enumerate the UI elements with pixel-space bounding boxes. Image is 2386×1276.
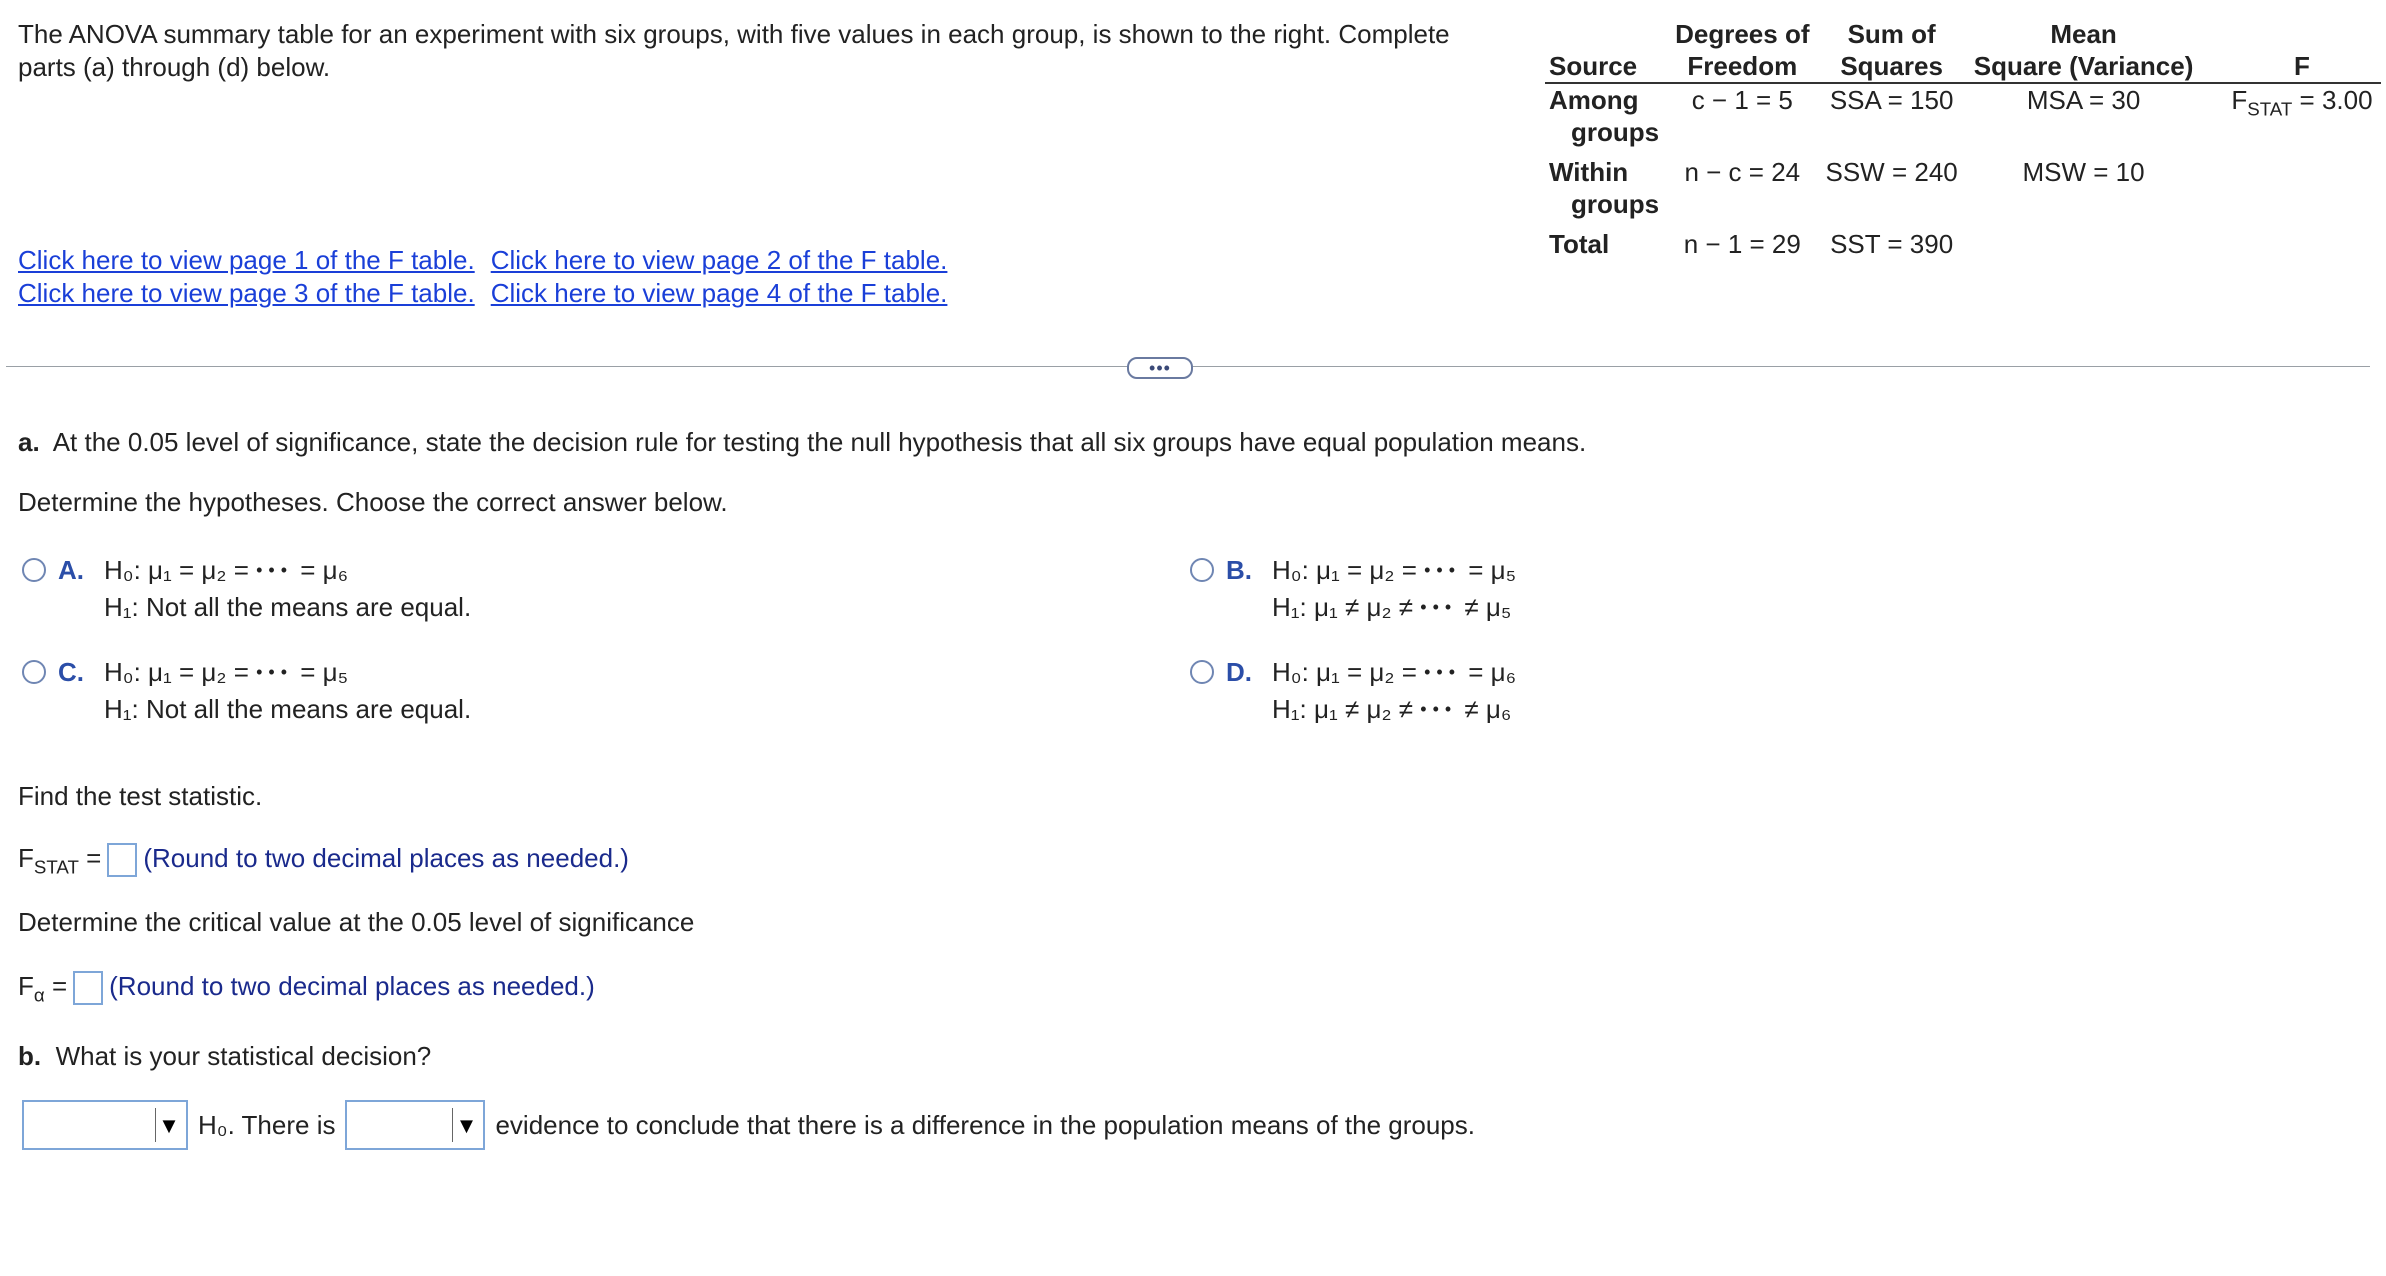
conclusion-text: evidence to conclude that there is a difference in the population means of the groups. — [495, 1109, 1475, 1140]
row-f: $F_{STAT} = 3.00$ — [2231, 85, 2373, 120]
row-ms: MSW = 10 — [2022, 157, 2145, 187]
option-a-h0: H₀: μ₁ = μ₂ = ••• = μ₆ — [104, 555, 349, 585]
option-c-h0: H₀: μ₁ = μ₂ = ••• = μ₅ — [104, 657, 349, 687]
table-row-among — [1545, 83, 2381, 148]
option-c-letter: C. — [58, 657, 84, 687]
option-b-radio[interactable] — [1190, 558, 1214, 582]
row-ss: SST = 390 — [1830, 229, 1954, 259]
option-d-h0: H₀: μ₁ = μ₂ = ••• = μ₆ — [1272, 657, 1517, 687]
option-c[interactable] — [22, 654, 471, 728]
f-table-page-2-link[interactable]: Click here to view page 2 of the F table. — [490, 245, 948, 275]
option-d[interactable] — [1190, 654, 1516, 728]
falpha-line — [18, 970, 595, 1005]
row-ss: SSW = 240 — [1825, 157, 1958, 187]
f-table-page-3-link[interactable]: Click here to view page 3 of the F table. — [18, 278, 475, 308]
fstat-line — [18, 842, 629, 877]
row-source: Among groups — [1549, 85, 1660, 147]
test-statistic-prompt: Find the test statistic. — [18, 781, 263, 811]
intro-text: The ANOVA summary table for an experiment with six groups, with five values in each group, is shown to the right. Complete parts (a) through (d) below. — [18, 19, 1450, 82]
option-d-radio[interactable] — [1190, 660, 1214, 684]
chevron-down-icon: ▼ — [155, 1108, 182, 1142]
option-d-letter: D. — [1226, 657, 1252, 687]
hypotheses-prompt: Determine the hypotheses. Choose the correct answer below. — [18, 487, 728, 517]
option-a-radio[interactable] — [22, 558, 46, 582]
f-table-page-4-link[interactable]: Click here to view page 4 of the F table. — [490, 278, 948, 308]
f-table-page-1-link[interactable]: Click here to view page 1 of the F table. — [18, 245, 475, 275]
header-ms: Mean Square (Variance) — [1973, 19, 2194, 81]
falpha-round-hint: (Round to two decimal places as needed.) — [109, 971, 595, 1001]
header-source: Source — [1549, 51, 1638, 81]
row-df: n − c = 24 — [1684, 157, 1801, 187]
f-table-links — [18, 244, 947, 310]
table-row-within — [1545, 148, 2381, 220]
option-c-radio[interactable] — [22, 660, 46, 684]
fstat-input[interactable] — [107, 843, 137, 877]
row-source: Total — [1549, 229, 1610, 259]
expand-more-button[interactable]: ••• — [1127, 357, 1193, 379]
falpha-input[interactable] — [73, 971, 103, 1005]
option-a[interactable] — [22, 552, 471, 626]
option-a-letter: A. — [58, 555, 84, 585]
part-b-question: b. What is your statistical decision? — [18, 1041, 432, 1071]
anova-summary-table — [1545, 18, 2381, 260]
fstat-label: $F_{STAT}$ = — [18, 843, 102, 878]
option-b-h0: H₀: μ₁ = μ₂ = ••• = μ₅ — [1272, 555, 1517, 585]
option-b-letter: B. — [1226, 555, 1252, 585]
row-ss: SSA = 150 — [1829, 85, 1954, 115]
option-b[interactable] — [1190, 552, 1516, 626]
header-df: Degrees of Freedom — [1675, 19, 1810, 81]
fstat-round-hint: (Round to two decimal places as needed.) — [143, 843, 629, 873]
row-source: Within groups — [1549, 157, 1660, 219]
decision-line — [22, 1100, 1475, 1150]
option-b-h1: H₁: μ₁ ≠ μ₂ ≠ ••• ≠ μ₅ — [1272, 592, 1512, 622]
table-row-total — [1545, 220, 2381, 260]
header-ss: Sum of Squares — [1840, 19, 1943, 81]
row-ms: MSA = 30 — [2026, 85, 2141, 115]
option-d-h1: H₁: μ₁ ≠ μ₂ ≠ ••• ≠ μ₆ — [1272, 694, 1512, 724]
evidence-dropdown[interactable] — [345, 1100, 485, 1150]
falpha-label: $F_\alpha$ = — [18, 971, 68, 1006]
h0-text: H₀. There is — [198, 1109, 336, 1140]
part-a-question: a. At the 0.05 level of significance, state the decision rule for testing the null hypothesis that all six groups have equal population means. — [18, 427, 1587, 457]
option-c-h1: H₁: Not all the means are equal. — [104, 694, 472, 724]
row-df: c − 1 = 5 — [1691, 85, 1793, 115]
header-f: F — [2294, 51, 2310, 81]
row-df: n − 1 = 29 — [1683, 229, 1801, 259]
critical-value-prompt: Determine the critical value at the 0.05 level of significance — [18, 907, 695, 937]
reject-decision-dropdown[interactable] — [22, 1100, 188, 1150]
option-a-h1: H₁: Not all the means are equal. — [104, 592, 472, 622]
chevron-down-icon: ▼ — [452, 1108, 479, 1142]
